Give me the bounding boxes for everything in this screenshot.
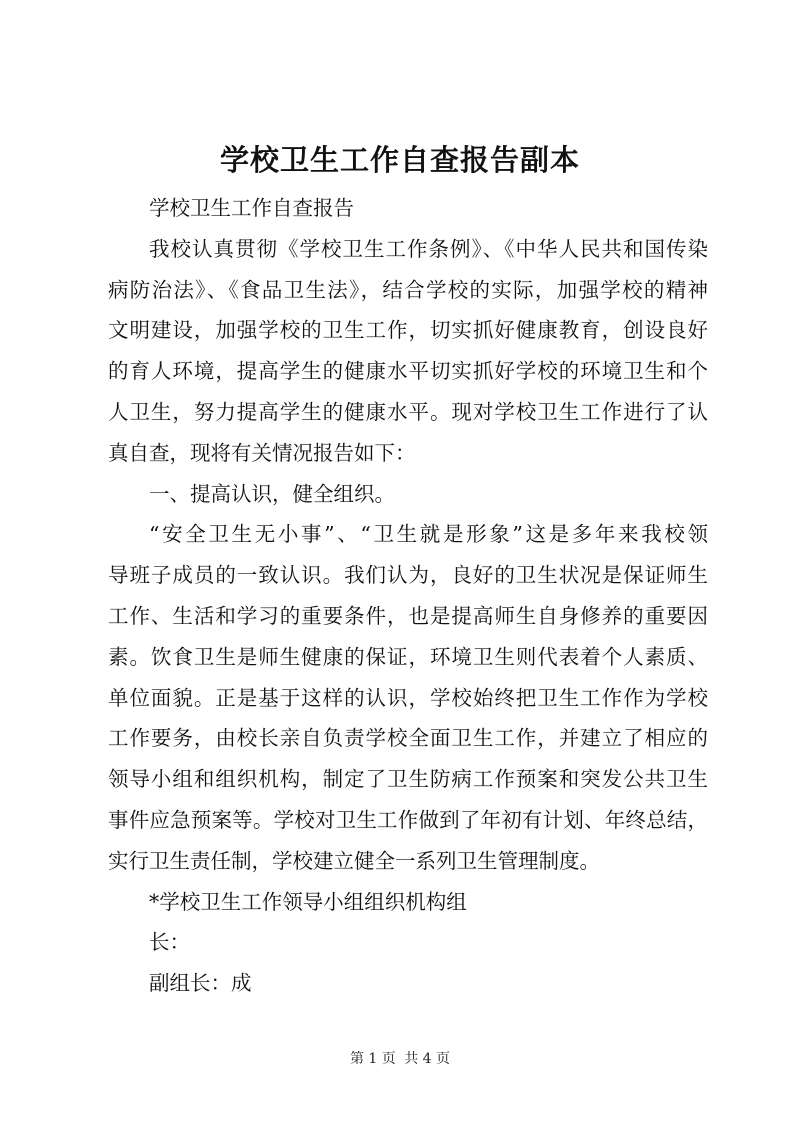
text-line: 文明建设，加强学校的卫生工作，切实抓好健康教育，创设良好 xyxy=(108,318,708,343)
page-number: 第 1 页 xyxy=(349,1051,396,1067)
document-body xyxy=(108,188,708,1004)
text-line: 我校认真贯彻《学校卫生工作条例》、《中华人民共和国传染 xyxy=(149,236,708,261)
text-line: 病防治法》、《食品卫生法》，结合学校的实际，加强学校的精神 xyxy=(108,277,708,302)
page-footer xyxy=(0,1048,800,1068)
text-line: 人卫生，努力提高学生的健康水平。现对学校卫生工作进行了认 xyxy=(108,399,708,424)
document-title: 学校卫生工作自查报告副本 xyxy=(219,143,580,177)
page-total: 共 4 页 xyxy=(404,1051,451,1067)
text-line: 长： xyxy=(149,930,190,955)
text-line: 真自查，现将有关情况报告如下： xyxy=(108,440,416,465)
text-line: 素。饮食卫生是师生健康的保证，环境卫生则代表着个人素质、 xyxy=(108,644,708,669)
text-line: 工作、生活和学习的重要条件，也是提高师生自身修养的重要因 xyxy=(108,603,708,628)
text-line: 的育人环境，提高学生的健康水平切实抓好学校的环境卫生和个 xyxy=(108,359,708,384)
text-line: 工作要务，由校长亲自负责学校全面卫生工作，并建立了相应的 xyxy=(108,726,708,751)
text-line: “安全卫生无小事”、“卫生就是形象”这是多年来我校领 xyxy=(149,522,708,547)
text-line: 事件应急预案等。学校对卫生工作做到了年初有计划、年终总结， xyxy=(108,807,708,832)
text-line: 实行卫生责任制，学校建立健全一系列卫生管理制度。 xyxy=(108,848,600,873)
text-line: 单位面貌。正是基于这样的认识，学校始终把卫生工作作为学校 xyxy=(108,685,708,710)
text-line: 一、提高认识，健全组织。 xyxy=(149,481,395,506)
text-line: *学校卫生工作领导小组组织机构组 xyxy=(149,889,467,914)
text-line: 领导小组和组织机构，制定了卫生防病工作预案和突发公共卫生 xyxy=(108,767,708,792)
text-line: 副组长：成 xyxy=(149,971,252,996)
text-line: 导班子成员的一致认识。我们认为，良好的卫生状况是保证师生 xyxy=(108,563,708,588)
text-line: 学校卫生工作自查报告 xyxy=(149,196,354,220)
